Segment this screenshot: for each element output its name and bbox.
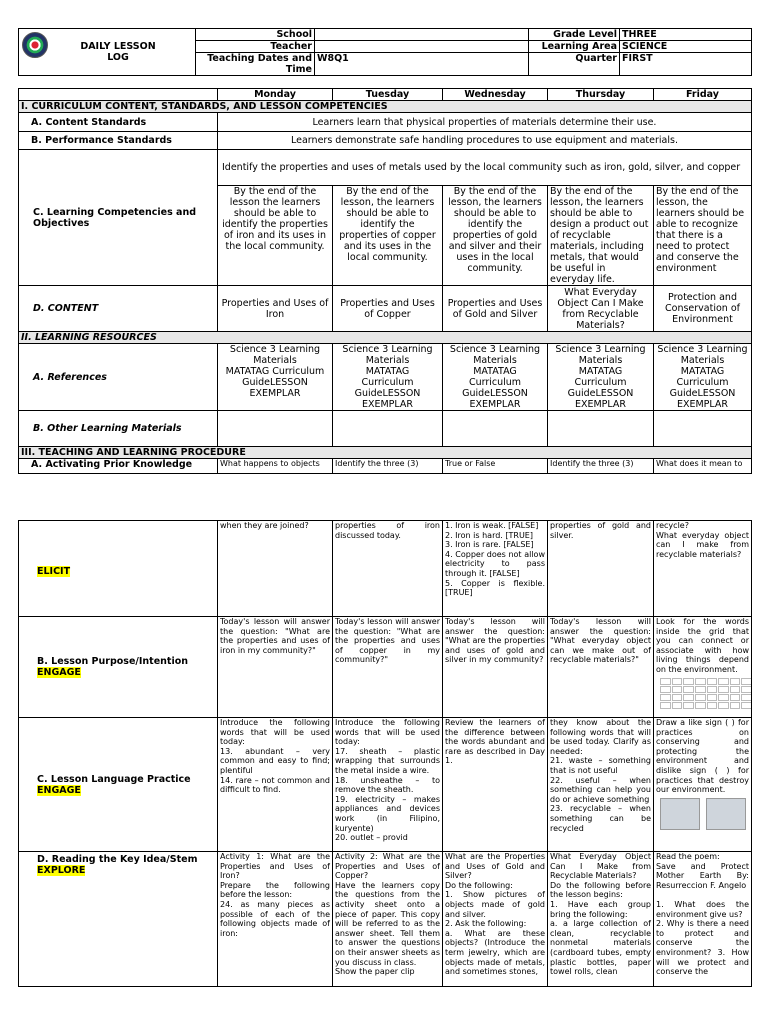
content-monday: Properties and Uses of Iron xyxy=(218,286,333,332)
reference-title: Science 3 Learning Materials xyxy=(449,344,541,366)
purpose-wednesday: Today's lesson will answer the question: "What are the properties and uses of gold and silver in my community? xyxy=(443,617,548,718)
content-thursday: What Everyday Object Can I Make from Recyclable Materials? xyxy=(548,286,654,332)
content-standards-text: Learners learn that physical properties of materials determine their use. xyxy=(218,113,752,132)
objective-tuesday: By the end of the lesson, the learners should be able to identify the properties of copper and its uses in the local community. xyxy=(333,186,443,286)
lesson-log-table-page-2 xyxy=(18,520,752,987)
references-tuesday xyxy=(333,344,443,411)
day-friday: Friday xyxy=(654,89,752,101)
purpose-tag: ENGAGE xyxy=(37,667,81,678)
objective-thursday: By the end of the lesson, the learners should be able to design a product out of recyclable materials, including metals, that would be useful in everyday life. xyxy=(548,186,654,286)
elicit-label-cell xyxy=(19,521,218,617)
other-materials-label: B. Other Learning Materials xyxy=(19,411,218,447)
language-thursday: they know about the following words that will be used today. Clarify as needed: 21. waste – something that is not useful 22. useful – when something can help you do or achieve something 23. recyclable – when something can be recycled xyxy=(548,718,654,852)
references-label: A. References xyxy=(19,344,218,411)
elicit-tag: ELICIT xyxy=(37,566,71,577)
teaching-dates-value: W8Q1 xyxy=(315,53,529,76)
language-monday: Introduce the following words that will be used today: 13. abundant – very common and easy to find; plentiful 14. rare – not common and difficult to find. xyxy=(218,718,333,852)
reference-guide: Curriculum GuideLESSON EXEMPLAR xyxy=(669,377,736,410)
lesson-log-table xyxy=(18,88,752,474)
header-table xyxy=(18,28,752,76)
content-friday: Protection and Conservation of Environment xyxy=(654,286,752,332)
activating-label: A. Activating Prior Knowledge xyxy=(19,459,218,474)
references-monday xyxy=(218,344,333,411)
purpose-friday-cell xyxy=(654,617,752,718)
word-search-grid-image xyxy=(660,678,752,709)
section-3-title: III. TEACHING AND LEARNING PROCEDURE xyxy=(19,447,752,459)
performance-standards-text: Learners demonstrate safe handling procedures to use equipment and materials. xyxy=(218,132,752,150)
language-friday-cell xyxy=(654,718,752,852)
reading-label: D. Reading the Key Idea/Stem xyxy=(37,854,198,865)
elicit-thursday: properties of gold and silver. xyxy=(548,521,654,617)
environment-picture-image xyxy=(706,798,746,830)
reading-thursday: What Everyday Object Can I Make from Recyclable Materials? Do the following before the lesson begins: 1. Have each group bring the following: a. a large collection of clean, recyclable nonmetal materials (cardboard tubes, empty plastic bottles, paper towel rolls, clean xyxy=(548,852,654,987)
purpose-friday: Look for the words inside the grid that you can connect or associate with how living things depend on the environment. xyxy=(656,617,749,674)
language-friday: Draw a like sign ( ) for practices on conserving and protecting the environment and dislike sign ( ) for practices that destroy our environment. xyxy=(656,718,749,795)
grade-level-label: Grade Level xyxy=(529,29,620,41)
reading-tuesday: Activity 2: What are the Properties and Uses of Copper? Have the learners copy the questions from the activity sheet onto a piece of paper. This copy will be referred to as the answer sheet. Tell them to answer the questions on their answer sheets as you discuss in class. Show the paper clip xyxy=(333,852,443,987)
purpose-label: B. Lesson Purpose/Intention xyxy=(37,656,188,667)
activating-tuesday: Identify the three (3) xyxy=(333,459,443,474)
dll-title-line2: LOG xyxy=(107,52,129,63)
language-label: C. Lesson Language Practice xyxy=(37,773,191,785)
objective-wednesday: By the end of the lesson, the learners should be able to identify the properties of gold and silver and their uses in the local community. xyxy=(443,186,548,286)
language-tuesday: Introduce the following words that will be used today: 17. sheath – plastic wrapping that surrounds the metal inside a wire. 18. unsheathe – to remove the sheath. 19. electricity – makes appliances and devices work (in Filipino, kuryente) 20. outlet – provid xyxy=(333,718,443,852)
performance-standards-label: B. Performance Standards xyxy=(19,132,218,150)
language-tag: ENGAGE xyxy=(37,784,81,796)
elicit-friday: recycle? What everyday object can I make from recyclable materials? xyxy=(654,521,752,617)
reading-wednesday: What are the Properties and Uses of Gold and Silver? Do the following: 1. Show pictures of objects made of gold and silver. 2. Ask the following: a. What are these objects? (Introduce the term jewelry, which are objects made of metals, and sometimes stones, xyxy=(443,852,548,987)
activating-monday: What happens to objects xyxy=(218,459,333,474)
teacher-value xyxy=(315,41,529,53)
reference-title: Science 3 Learning Materials xyxy=(657,344,748,366)
references-friday xyxy=(654,344,752,411)
reference-guide: Curriculum GuideLESSON EXEMPLAR xyxy=(462,377,528,410)
pollution-picture-image xyxy=(660,798,700,830)
day-wednesday: Wednesday xyxy=(443,89,548,101)
elicit-tuesday: properties of iron discussed today. xyxy=(333,521,443,617)
activating-thursday: Identify the three (3) xyxy=(548,459,654,474)
reference-matatag: MATATAG xyxy=(680,366,725,377)
language-wednesday: Review the learners of the difference between the words abundant and rare as described in Day 1. xyxy=(443,718,548,852)
dll-title-line1: DAILY LESSON xyxy=(80,41,156,52)
references-wednesday xyxy=(443,344,548,411)
teacher-label: Teacher xyxy=(196,41,315,53)
day-thursday: Thursday xyxy=(548,89,654,101)
learning-area-label: Learning Area xyxy=(529,41,620,53)
purpose-thursday: Today's lesson will answer the question: "What everyday object can we make out of recyclable materials?" xyxy=(548,617,654,718)
day-monday: Monday xyxy=(218,89,333,101)
reference-title: Science 3 Learning Materials xyxy=(229,344,321,366)
reference-matatag: MATATAG xyxy=(473,366,517,377)
quarter-label: Quarter xyxy=(529,53,620,76)
objective-friday: By the end of the lesson, the learners should be able to recognize that there is a need to protect and conserve the environment xyxy=(654,186,752,286)
reading-monday: Activity 1: What are the Properties and Uses of Iron? Prepare the following before the lesson: 24. as many pieces as possible of each of the following objects made of iron: xyxy=(218,852,333,987)
school-value xyxy=(315,29,529,41)
quarter-value: FIRST xyxy=(620,53,752,76)
content-tuesday: Properties and Uses of Copper xyxy=(333,286,443,332)
references-thursday xyxy=(548,344,654,411)
purpose-monday: Today's lesson will answer the question: "What are the properties and uses of iron in my community?" xyxy=(218,617,333,718)
reading-tag: EXPLORE xyxy=(37,865,86,876)
objective-monday: By the end of the lesson the learners should be able to identify the properties of iron and its uses in the local community. xyxy=(218,186,333,286)
content-wednesday: Properties and Uses of Gold and Silver xyxy=(443,286,548,332)
day-tuesday: Tuesday xyxy=(333,89,443,101)
activating-wednesday: True or False xyxy=(443,459,548,474)
school-label: School xyxy=(196,29,315,41)
reading-friday: Read the poem: Save and Protect Mother Earth By: Resurreccion F. Angelo 1. What does the environment give us? 2. Why is there a need to protect and conserve the environment? 3. How will we protect and conserve the xyxy=(654,852,752,987)
reading-label-cell xyxy=(19,852,218,987)
reference-guide: Curriculum GuideLESSON EXEMPLAR xyxy=(567,377,634,410)
learning-area-value: SCIENCE xyxy=(620,41,752,53)
section-2-title: II. LEARNING RESOURCES xyxy=(19,332,752,344)
competencies-intro: Identify the properties and uses of metals used by the local community such as iron, gold, silver, and copper xyxy=(218,150,752,186)
purpose-label-cell xyxy=(19,617,218,718)
teaching-dates-label: Teaching Dates and Time xyxy=(196,53,315,76)
purpose-tuesday: Today's lesson will answer the question: "What are the properties and uses of copper in my community?" xyxy=(333,617,443,718)
reference-title: Science 3 Learning Materials xyxy=(555,344,646,366)
grade-level-value: THREE xyxy=(620,29,752,41)
language-label-cell xyxy=(19,718,218,852)
section-1-title: I. CURRICULUM CONTENT, STANDARDS, AND LESSON COMPETENCIES xyxy=(19,101,752,113)
reference-title: Science 3 Learning Materials xyxy=(342,344,433,366)
reference-matatag: MATATAG xyxy=(578,366,623,377)
elicit-monday: when they are joined? xyxy=(218,521,333,617)
content-label: D. CONTENT xyxy=(19,286,218,332)
dll-title xyxy=(19,29,196,76)
reference-matatag: MATATAG xyxy=(365,366,410,377)
activating-friday: What does it mean to xyxy=(654,459,752,474)
reference-curriculum: MATATAG Curriculum GuideLESSON EXEMPLAR xyxy=(225,366,325,399)
competencies-label: C. Learning Competencies and Objectives xyxy=(19,150,218,286)
elicit-wednesday: 1. Iron is weak. [FALSE] 2. Iron is hard. [TRUE] 3. Iron is rare. [FALSE] 4. Copper does not allow electricity to pass through it. [FALSE] 5. Copper is flexible. [TRUE] xyxy=(443,521,548,617)
content-standards-label: A. Content Standards xyxy=(19,113,218,132)
reference-guide: Curriculum GuideLESSON EXEMPLAR xyxy=(354,377,421,410)
